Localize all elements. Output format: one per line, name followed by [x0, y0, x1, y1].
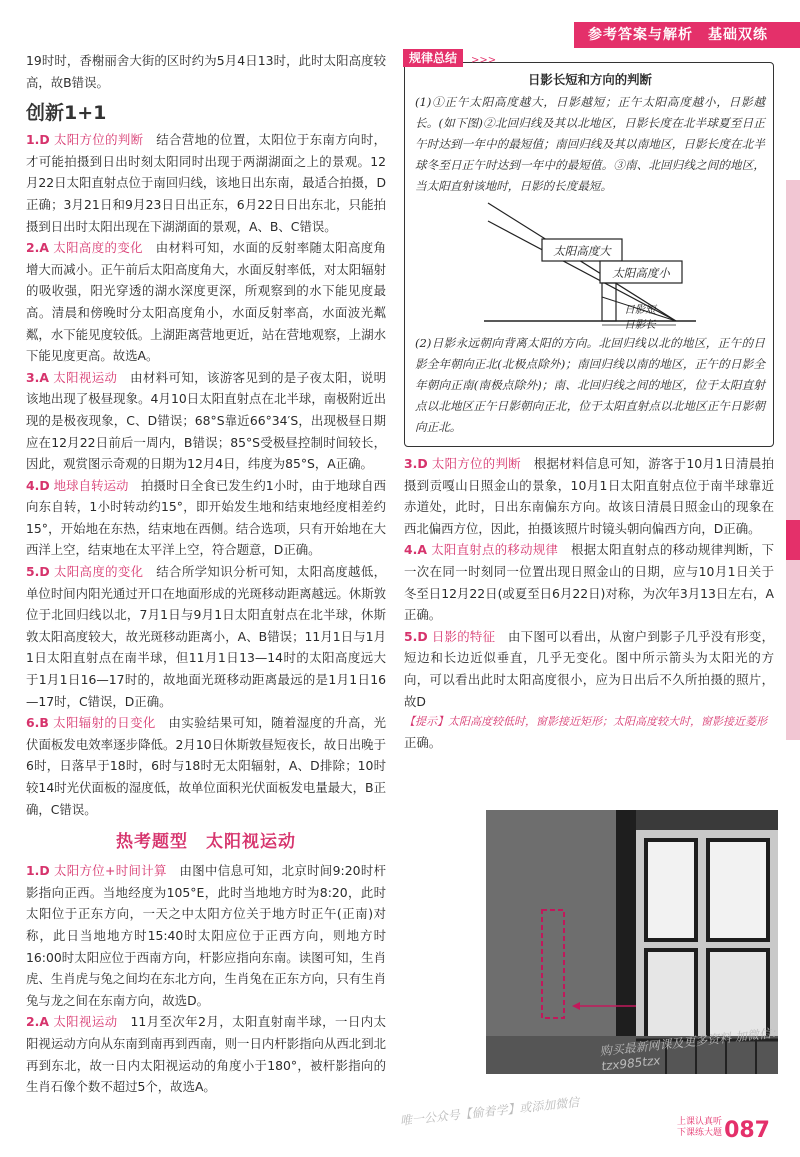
- answer-item: 2.A 太阳视运动 11月至次年2月，太阳直射南半球，一日内太阳视运动方向从东南到南再到西南，则一日内杆影指向从西北到北再到东北，故一日内太阳视运动的角度小于180°，被杆影指向的生肖石像个数不超过5个，故选A。: [26, 1014, 386, 1095]
- answers-list-1: [26, 129, 386, 820]
- answer-item: 3.D 太阳方位的判断 根据材料信息可知，游客于10月1日清晨拍摄到贡嘎山日照金山的景象，10月1日太阳直射点位于南半球靠近赤道处，此时，日出东南偏东方向。故该日清晨日照金山的现象在西北偏西方位，因此，拍摄该照片时镜头朝向偏西方向，D正确。: [404, 456, 775, 536]
- answer-item: 4.A 太阳直射点的移动规律 根据太阳直射点的移动规律判断，下一次在同一时刻同一位置出现日照金山的日期，应与10月1日关于冬至日12月22日(或夏至日6月22日)对称，为次年3月13日左右，A正确。: [404, 542, 775, 623]
- answer-item: 1.D 太阳方位+时间计算 由图中信息可知，北京时间9:20时杆影指向正西。当地经度为105°E，此时当地地方时为8:20，此时太阳位于正东方向，一天之中太阳方位关于地方时正午(正南)对称，此日当地地方时15:40时太阳应位于正西方向，则地方时16:00时太阳应位于西南方向，杆影应指向东南。读图可知，生肖虎、生肖虎与兔之间均在东北方向，生肖兔在正东方向，只有生肖兔与龙之间在东南方向，故选D。: [26, 863, 386, 1008]
- section-title-hot-topic: 热考题型 太阳视运动: [116, 832, 296, 853]
- page-slogan: 上课认真听 下课练大题: [676, 1117, 722, 1138]
- answer-item: 6.B 太阳辐射的日变化 由实验结果可知，随着湿度的升高，光伏面板发电效率逐步降低。2月10日休斯敦昼短夜长，故日出晚于6时，日落早于18时，6时与18时无太阳辐射，A、D排除；10时较14时光伏面板的湿度低，故单位面积光伏面板发电量最大，B正确，C错误。: [26, 715, 387, 817]
- side-strip: [786, 180, 800, 740]
- watermark-right: 购买最新网课及更多资料 加微信：tzx985tzx: [599, 1025, 784, 1074]
- rule-summary-text-2: (2)日影永远朝向背离太阳的方向。北回归线以北的地区，正午的日影全年朝向正北(北极点除外)；南回归线以南的地区，正午的日影全年朝向正南(南极点除外)；南、北回归线之间的地区，位于太阳直射点以北地区正午日影朝向正北，位于太阳直射点以北地区正午日影朝向正北。: [415, 336, 765, 434]
- answer-item: 3.A 太阳视运动 由材料可知，该游客见到的是子夜太阳，说明该地出现了极昼现象。4月10日太阳直射点在北半球，南极附近出现的是极夜现象，C、D错误；68°S靠近66°34′S，出现极昼日期应在12月22日前后一周内，B错误；85°S受极昼控制时间较长，因此，观赏图示奇观的日期为12月4日，纬度为85°S，A正确。: [26, 369, 386, 472]
- answer-item: 4.D 地球自转运动 拍摄时日全食已发生约1小时，由于地球自西向东自转，1小时转动约15°，即开始发生地和结束地经度相差约15°，开始地在东热，结束地在西侧。结合选项，只有开始地在大西洋上空，结束地在太平洋上空，符合题意，D正确。: [26, 477, 386, 558]
- shadow-length-diagram: [480, 201, 700, 329]
- rule-summary-title: 日影长短和方向的判断: [528, 72, 652, 87]
- answer-item: 5.D 日影的特征 由下图可以看出，从窗户到影子几乎没有形变，短边和长边近似垂直，几乎无变化。图中所示箭头为太阳光的方向，可以看出此时太阳高度很小，应为日出后不久所拍摄的照片，故D: [404, 628, 775, 709]
- answers-list-3: [404, 453, 774, 754]
- hint-note: 【提示】太阳高度较低时，窗影接近矩形；太阳高度较大时，窗影接近菱形: [404, 715, 767, 729]
- section-title-innovation: 创新1+1: [26, 102, 107, 125]
- left-column: [26, 50, 386, 1098]
- right-column: [404, 50, 774, 754]
- answer-item: 1.D 太阳方位的判断 结合营地的位置，太阳位于东南方向时，才可能拍摄到日出时刻太阳同时出现于两湖湖面之上的景观。12月22日太阳直射点位于南回归线，该地日出东南，最适合拍摄，D正确；3月21日和9月23日日出正东，6月22日日出东北，只能拍摄到日出时太阳出现在下湖湖面的景观，A、B、C错误。: [26, 132, 387, 234]
- watermark-bottom: 唯一公众号【偷着学】或添加微信: [399, 1095, 580, 1128]
- answer-item: 2.A 太阳高度的变化 由材料可知，水面的反射率随太阳高度角增大而减小。正午前后太阳高度角大，水面反射率低，对太阳辐射的吸收强，阳光穿透的湖水深度更深，所观察到的水下能见度最高。清晨和傍晚时分太阳高度角小，水面反射率高，水面波光粼粼，水下能见度较低。上湖距离营地更近，站在营地观察，上湖水下能见度更高。故选A。: [26, 240, 386, 364]
- header-tab: 参考答案与解析 基础双练: [574, 22, 800, 48]
- intro-paragraph: 19时时，香榭丽舍大街的区时约为5月4日13时，此时太阳高度较高，故B错误。: [26, 53, 386, 90]
- answers-list-2: [26, 860, 386, 1098]
- label-sun-low: 太阳高度小: [612, 266, 670, 280]
- answer-tail: 正确。: [404, 735, 442, 751]
- rule-summary-text-1: (1)①正午太阳高度越大，日影越短；正午太阳高度越小，日影越长。(如下图)②北回归线及其以北地区，日影长度在北半球夏至日正午时达到一年中的最短值；南回归线及其以南地区，日影长度在北半球冬至日正午时达到一年中的最短值。③南、北回归线之间的地区，当太阳直射该地时，日影的长度最短。: [415, 95, 765, 193]
- label-long-shadow: 日影长: [624, 319, 656, 329]
- chevrons-icon: >>>: [471, 55, 497, 66]
- page-number: 087: [724, 1118, 770, 1143]
- pole: [602, 283, 616, 321]
- side-strip-marker: [786, 520, 800, 560]
- rule-summary-label: 规律总结: [403, 49, 463, 67]
- label-short-shadow: 日影短: [624, 304, 656, 316]
- rule-summary-box: [404, 51, 774, 447]
- label-sun-high: 太阳高度大: [553, 244, 611, 258]
- answer-item: 5.D 太阳高度的变化 结合所学知识分析可知，太阳高度越低，单位时间内阳光通过开口在地面形成的光斑移动距离越远。休斯敦位于北回归线以北，7月1日与9月1日太阳直射点在北半球，休斯敦太阳高度较大，故光斑移动距离小，A、B错误；11月1日与1月1日太阳直射点在南半球，但11月1日13—14时的太阳高度远大于1月1日16—17时的，故地面光斑移动距离最远的是1月1日16—17时，C错误，D正确。: [26, 564, 387, 709]
